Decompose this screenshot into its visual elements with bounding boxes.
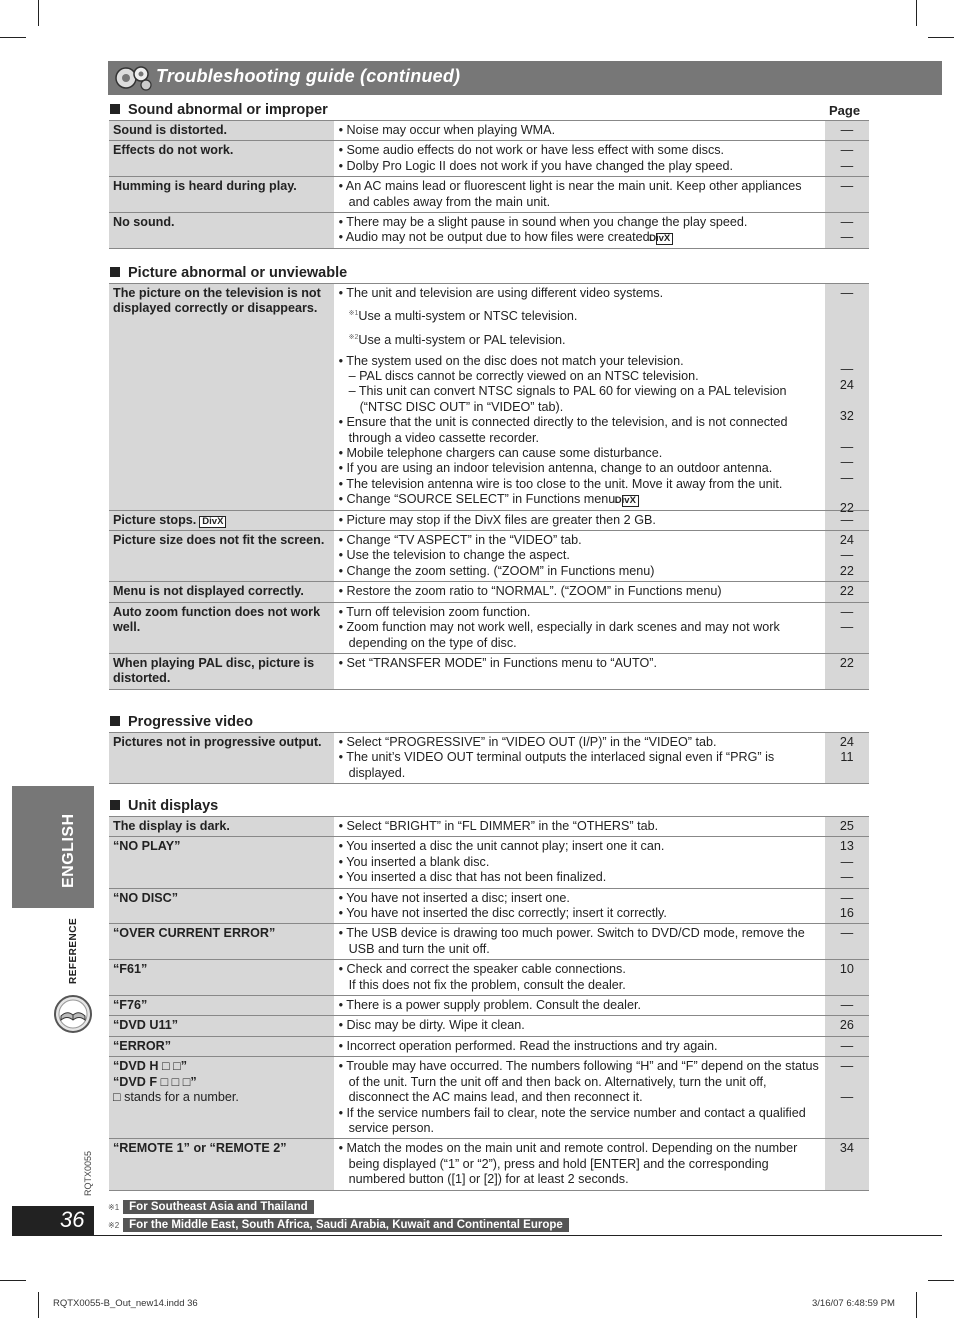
- table-row: No sound. • There may be a slight pause in sound when you change the play speed. • Audio may not be output due to how files were created.DivX — —: [109, 213, 869, 249]
- crop-mark: [0, 37, 26, 38]
- footnote: ※2 For the Middle East, South Africa, Saudi Arabia, Kuwait and Continental Europe: [108, 1218, 569, 1232]
- language-tab: [12, 786, 94, 908]
- page-number: 36: [60, 1207, 85, 1232]
- table-row: Picture size does not fit the screen. • Change “TV ASPECT” in the “VIDEO” tab. • Use the television to change the aspect. • Change the zoom setting. (“ZOOM” in Functions menu) 24 — 22: [109, 531, 869, 582]
- table-row: Sound is distorted. • Noise may occur when playing WMA. —: [109, 121, 869, 141]
- language-label: ENGLISH: [60, 813, 77, 888]
- picture-table: [109, 283, 869, 690]
- page-column-label: Page: [829, 103, 861, 118]
- table-row: The display is dark. • Select “BRIGHT” in “FL DIMMER” in the “OTHERS” tab. 25: [109, 817, 869, 837]
- print-footer-file: RQTX0055-B_Out_new14.indd 36: [53, 1298, 198, 1309]
- table-row: “ERROR” • Incorrect operation performed. Read the instructions and try again. —: [109, 1036, 869, 1056]
- crop-mark: [0, 1280, 26, 1281]
- table-row: Effects do not work. • Some audio effects do not work or have less effect with some discs. • Dolby Pro Logic II does not work if you have changed the play speed. — —: [109, 141, 869, 177]
- crop-mark: [38, 0, 39, 26]
- gears-icon: [114, 64, 154, 97]
- section-heading-unit-displays: Unit displays: [110, 798, 218, 814]
- book-icon: [52, 994, 94, 1039]
- unit-displays-table: [109, 816, 869, 1191]
- divider: [94, 1235, 942, 1236]
- footnote: ※1 For Southeast Asia and Thailand: [108, 1200, 314, 1214]
- table-row: “NO PLAY” • You inserted a disc the unit cannot play; insert one it can. • You inserted a blank disc. • You inserted a disc that has not been finalized. 13 — —: [109, 837, 869, 888]
- divx-badge: DivX: [656, 233, 673, 245]
- table-row: Menu is not displayed correctly. • Restore the zoom ratio to “NORMAL”. (“ZOOM” in Functions menu) 22: [109, 582, 869, 602]
- table-row: “REMOTE 1” or “REMOTE 2” • Match the modes on the main unit and remote control. Depending on the number being displayed (“1” or “2”), press and hold [ENTER] and the corresponding numbered button ([1] or [2]) for at least 2 seconds. 34: [109, 1139, 869, 1190]
- table-row: “DVD H □ □” “DVD F □ □ □” □ stands for a number. • Trouble may have occurred. The numbers following “H” and “F” depend on the status of the unit. Turn the unit off and then back on. Alternatively, turn the unit off, disconnect the AC mains lead, and then reconnect it. • If the service numbers fail to clear, note the service number and contact a qualified service person. — —: [109, 1057, 869, 1139]
- sound-table: [109, 120, 869, 249]
- header-bar: [108, 61, 942, 95]
- table-row: “F76” • There is a power supply problem. Consult the dealer. —: [109, 996, 869, 1016]
- document-code: RQTX0055: [83, 1150, 93, 1196]
- table-row: “F61” • Check and correct the speaker cable connections. If this does not fix the problem, consult the dealer. 10: [109, 960, 869, 996]
- print-footer-date: 3/16/07 6:48:59 PM: [812, 1298, 895, 1309]
- divx-badge: DivX: [199, 516, 226, 528]
- crop-mark: [38, 1292, 39, 1318]
- reference-label: REFERENCE: [68, 917, 79, 984]
- table-row: Auto zoom function does not work well. • Turn off television zoom function. • Zoom function may not work well, especially in dark scenes and may not work depending on the type of disc. — —: [109, 602, 869, 653]
- page-title: Troubleshooting guide (continued): [156, 66, 461, 86]
- table-row: Picture stops. DivX • Picture may stop if the DivX files are greater then 2 GB. —: [109, 510, 869, 530]
- progressive-table: [109, 732, 869, 784]
- section-heading-picture: Picture abnormal or unviewable: [110, 265, 347, 281]
- table-row: The picture on the television is not displayed correctly or disappears. • The unit and television are using different video systems. $^{※1}$Use a multi-system or NTSC television. $^{※2}$Use a multi-system or PAL television. • The system used on the disc does not match your television. – PAL discs cannot be correctly viewed on an NTSC television. – This unit can convert NTSC signals to PAL 60 for viewing on a PAL television (“NTSC DISC OUT” in “VIDEO” tab). • Ensure that the unit is connected directly to the television, and is not connected through a video cassette recorder. • Mobile telephone chargers can cause some disturbance. • If you are using an indoor television antenna, change to an outdoor antenna. • The television antenna wire is too close to the unit. Move it away from the unit. • Change “SOURCE SELECT” in Functions menu.DivX — — 24 32 — — — 22: [109, 284, 869, 511]
- section-heading-progressive: Progressive video: [110, 714, 253, 730]
- table-row: “OVER CURRENT ERROR” • The USB device is drawing too much power. Switch to DVD/CD mode, remove the USB and turn the unit off. —: [109, 924, 869, 960]
- section-heading-sound: Sound abnormal or improper: [110, 102, 328, 118]
- table-row: When playing PAL disc, picture is distorted. • Set “TRANSFER MODE” in Functions menu to “AUTO”. 22: [109, 653, 869, 689]
- crop-mark: [916, 1292, 917, 1318]
- table-row: Pictures not in progressive output. • Select “PROGRESSIVE” in “VIDEO OUT (I/P)” in the “VIDEO” tab. • The unit’s VIDEO OUT terminal outputs the interlaced signal even if “PRG” is displayed. 24 11: [109, 733, 869, 784]
- crop-mark: [916, 0, 917, 26]
- table-row: Humming is heard during play. • An AC mains lead or fluorescent light is near the main unit. Keep other appliances and cables away from the main unit. —: [109, 177, 869, 213]
- divx-badge: DivX: [622, 495, 639, 507]
- table-row: “NO DISC” • You have not inserted a disc; insert one. • You have not inserted the disc correctly; insert it correctly. — 16: [109, 888, 869, 924]
- crop-mark: [928, 37, 954, 38]
- crop-mark: [928, 1280, 954, 1281]
- table-row: “DVD U11” • Disc may be dirty. Wipe it clean. 26: [109, 1016, 869, 1036]
